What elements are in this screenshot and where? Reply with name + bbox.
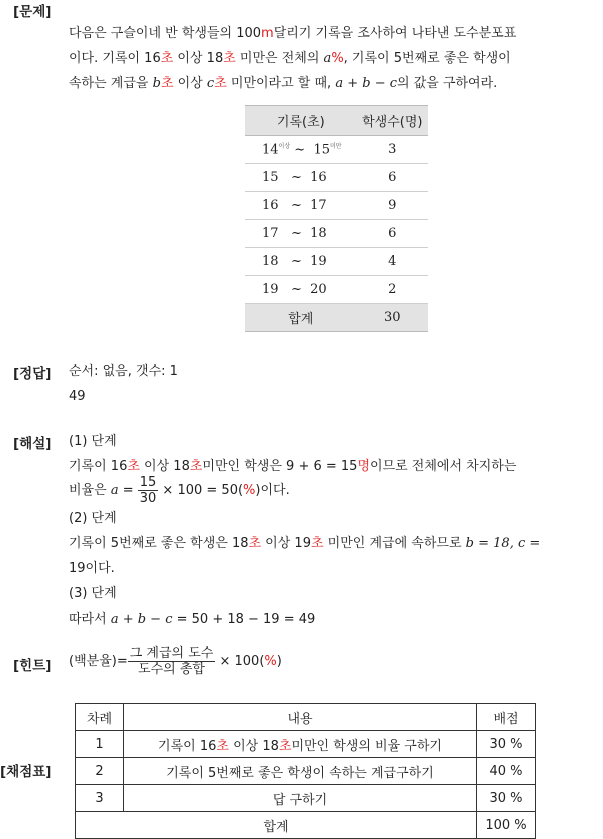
unit-percent: % — [264, 654, 277, 669]
table-row — [245, 248, 428, 276]
range-from: 19 — [262, 282, 279, 297]
table-row — [245, 136, 428, 164]
table-row — [76, 758, 536, 785]
unit-second: 초 — [223, 51, 236, 66]
hint-text: × 100( — [215, 654, 265, 669]
solution-text: 이상 18 — [139, 459, 190, 474]
range-to: 16 — [310, 170, 327, 185]
content-text: 기록이 16 — [158, 738, 217, 754]
order-cell: 3 — [76, 785, 124, 812]
fraction-numerator: 그 계급의 도수 — [129, 646, 214, 661]
unit-second: 초 — [214, 76, 227, 91]
range-cell — [245, 136, 357, 164]
hint-label: [힌트] — [13, 658, 52, 674]
problem-line-2 — [69, 49, 511, 68]
range-to: 18 — [310, 226, 327, 241]
solution-text: 이상 19 — [261, 536, 311, 551]
scoring-table — [75, 703, 536, 839]
header-count: 학생수(명) — [357, 106, 428, 136]
range-to: 19 — [310, 254, 327, 269]
expression: a + b − c — [335, 76, 397, 91]
scoring-label: [채점표] — [0, 764, 52, 780]
problem-text: 미만은 전체의 — [235, 51, 324, 66]
table-total-row — [245, 304, 428, 332]
step1-title: (1) 단계 — [69, 434, 117, 449]
problem-text: 다음은 구슬이네 반 학생들의 100 — [69, 26, 262, 41]
points-cell: 30 % — [477, 731, 536, 758]
answer-meta: 순서: 없음, 갯수: 1 — [69, 364, 178, 379]
var-a: a — [110, 483, 119, 498]
unit-meter: m — [261, 26, 274, 41]
range-sep: ~ — [290, 170, 302, 185]
problem-text: 의 값을 구하여라. — [397, 76, 498, 91]
answer-label: [정답] — [13, 366, 52, 382]
total-points: 100 % — [477, 812, 536, 839]
range-from: 15 — [262, 170, 279, 185]
content-cell: 기록이 5번째로 좋은 학생이 속하는 계급구하기 — [124, 758, 477, 785]
fraction-denominator: 도수의 총합 — [138, 662, 205, 677]
unit-second: 초 — [310, 536, 324, 551]
var-a: a — [323, 51, 332, 66]
range-to: 15 — [313, 142, 330, 158]
unit-second: 초 — [127, 459, 140, 474]
answer-value: 49 — [69, 389, 86, 404]
unit-second: 초 — [278, 738, 292, 754]
step1-line-1 — [69, 457, 516, 476]
range-sep: ~ — [290, 198, 302, 213]
unit-percent: % — [331, 51, 344, 66]
problem-text: , 기록이 5번째로 좋은 학생이 — [343, 51, 511, 66]
solution-text: 기록이 5번째로 좋은 학생은 18 — [69, 536, 249, 551]
count-cell: 2 — [357, 276, 428, 304]
step3-title: (3) 단계 — [69, 586, 117, 601]
solution-text: 비율은 — [69, 483, 111, 498]
table-row — [245, 220, 428, 248]
fraction-numerator: 15 — [139, 475, 157, 490]
step2-line-2: 19이다. — [69, 561, 115, 576]
range-cell — [245, 276, 357, 304]
step2-title: (2) 단계 — [69, 511, 117, 526]
unit-percent: % — [243, 483, 256, 498]
unit-second: 초 — [160, 76, 174, 91]
points-cell: 30 % — [477, 785, 536, 812]
step2-line-1 — [69, 534, 540, 553]
total-value: 30 — [357, 304, 428, 332]
count-cell: 9 — [357, 192, 428, 220]
range-cell — [245, 192, 357, 220]
fraction — [128, 646, 216, 677]
range-from: 18 — [262, 254, 279, 269]
solution-text: 따라서 — [69, 612, 111, 627]
range-cell — [245, 248, 357, 276]
problem-text: 이상 18 — [173, 51, 224, 66]
solution-text: = — [118, 483, 138, 498]
problem-line-3 — [69, 74, 497, 93]
total-label: 합계 — [245, 304, 357, 332]
hint-text: ) — [276, 654, 282, 669]
frequency-table — [245, 105, 428, 332]
order-cell: 1 — [76, 731, 124, 758]
range-sep: ~ — [290, 226, 302, 241]
content-text: 이상 18 — [228, 738, 279, 754]
problem-text: 이다. 기록이 16 — [69, 51, 161, 66]
header-record: 기록(초) — [245, 106, 357, 136]
range-from-sup: 이상 — [278, 143, 291, 151]
header-order: 차례 — [76, 704, 124, 731]
content-cell: 답 구하기 — [124, 785, 477, 812]
unit-second: 초 — [216, 738, 229, 754]
range-from: 16 — [262, 198, 279, 213]
range-from: 17 — [262, 226, 279, 241]
table-row — [76, 785, 536, 812]
fraction — [138, 475, 159, 506]
expression: a + b − c — [110, 612, 173, 627]
fraction-denominator: 30 — [139, 491, 157, 506]
solution-text: 이므로 전체에서 차지하는 — [370, 459, 517, 474]
table-row — [245, 192, 428, 220]
range-sep: ~ — [294, 142, 306, 158]
unit-person: 명 — [357, 459, 370, 474]
problem-line-1 — [69, 24, 516, 43]
range-cell — [245, 220, 357, 248]
table-row — [245, 276, 428, 304]
solution-text: )이다. — [255, 483, 290, 498]
var-b: b — [152, 76, 161, 91]
hint-text: (백분율)= — [69, 654, 128, 669]
solution-text: 미만인 학생은 9 + 6 = 15 — [202, 459, 358, 474]
points-cell: 40 % — [477, 758, 536, 785]
count-cell: 6 — [357, 220, 428, 248]
range-to-sup: 미만 — [330, 143, 342, 151]
var-c: c — [206, 76, 215, 91]
problem-text: 속하는 계급을 — [69, 76, 153, 91]
problem-text: 미만이라고 할 때, — [226, 76, 336, 91]
solution-label: [해설] — [13, 436, 52, 452]
count-cell: 4 — [357, 248, 428, 276]
header-points: 배점 — [477, 704, 536, 731]
range-sep: ~ — [290, 282, 302, 297]
range-from: 14 — [262, 142, 279, 158]
solution-text: 미만인 계급에 속하므로 — [323, 536, 466, 551]
step1-line-2 — [69, 475, 290, 506]
problem-text: 달리기 기록을 조사하여 나타낸 도수분포표 — [273, 26, 517, 41]
count-cell: 6 — [357, 164, 428, 192]
total-label: 합계 — [76, 812, 477, 839]
content-text: 미만인 학생의 비율 구하기 — [291, 738, 442, 754]
frequency-table-header — [245, 106, 428, 136]
unit-second: 초 — [189, 459, 203, 474]
range-cell — [245, 164, 357, 192]
range-to: 20 — [310, 282, 327, 297]
problem-label: [문제] — [13, 4, 52, 20]
content-cell — [124, 731, 477, 758]
order-cell: 2 — [76, 758, 124, 785]
problem-text: 이상 — [173, 76, 207, 91]
solution-text: × 100 = 50( — [158, 483, 244, 498]
hint-formula — [69, 646, 282, 677]
table-row — [245, 164, 428, 192]
count-cell: 3 — [357, 136, 428, 164]
solution-text: 기록이 16 — [69, 459, 128, 474]
range-to: 17 — [310, 198, 327, 213]
table-total-row — [76, 812, 536, 839]
unit-second: 초 — [160, 51, 174, 66]
solution-text: = 50 + 18 − 19 = 49 — [172, 612, 316, 627]
expression: b = 18, c = — [465, 536, 541, 551]
step3-line-1 — [69, 610, 315, 629]
header-content: 내용 — [124, 704, 477, 731]
range-sep: ~ — [290, 254, 302, 269]
unit-second: 초 — [248, 536, 262, 551]
table-row — [76, 731, 536, 758]
scoring-header — [76, 704, 536, 731]
